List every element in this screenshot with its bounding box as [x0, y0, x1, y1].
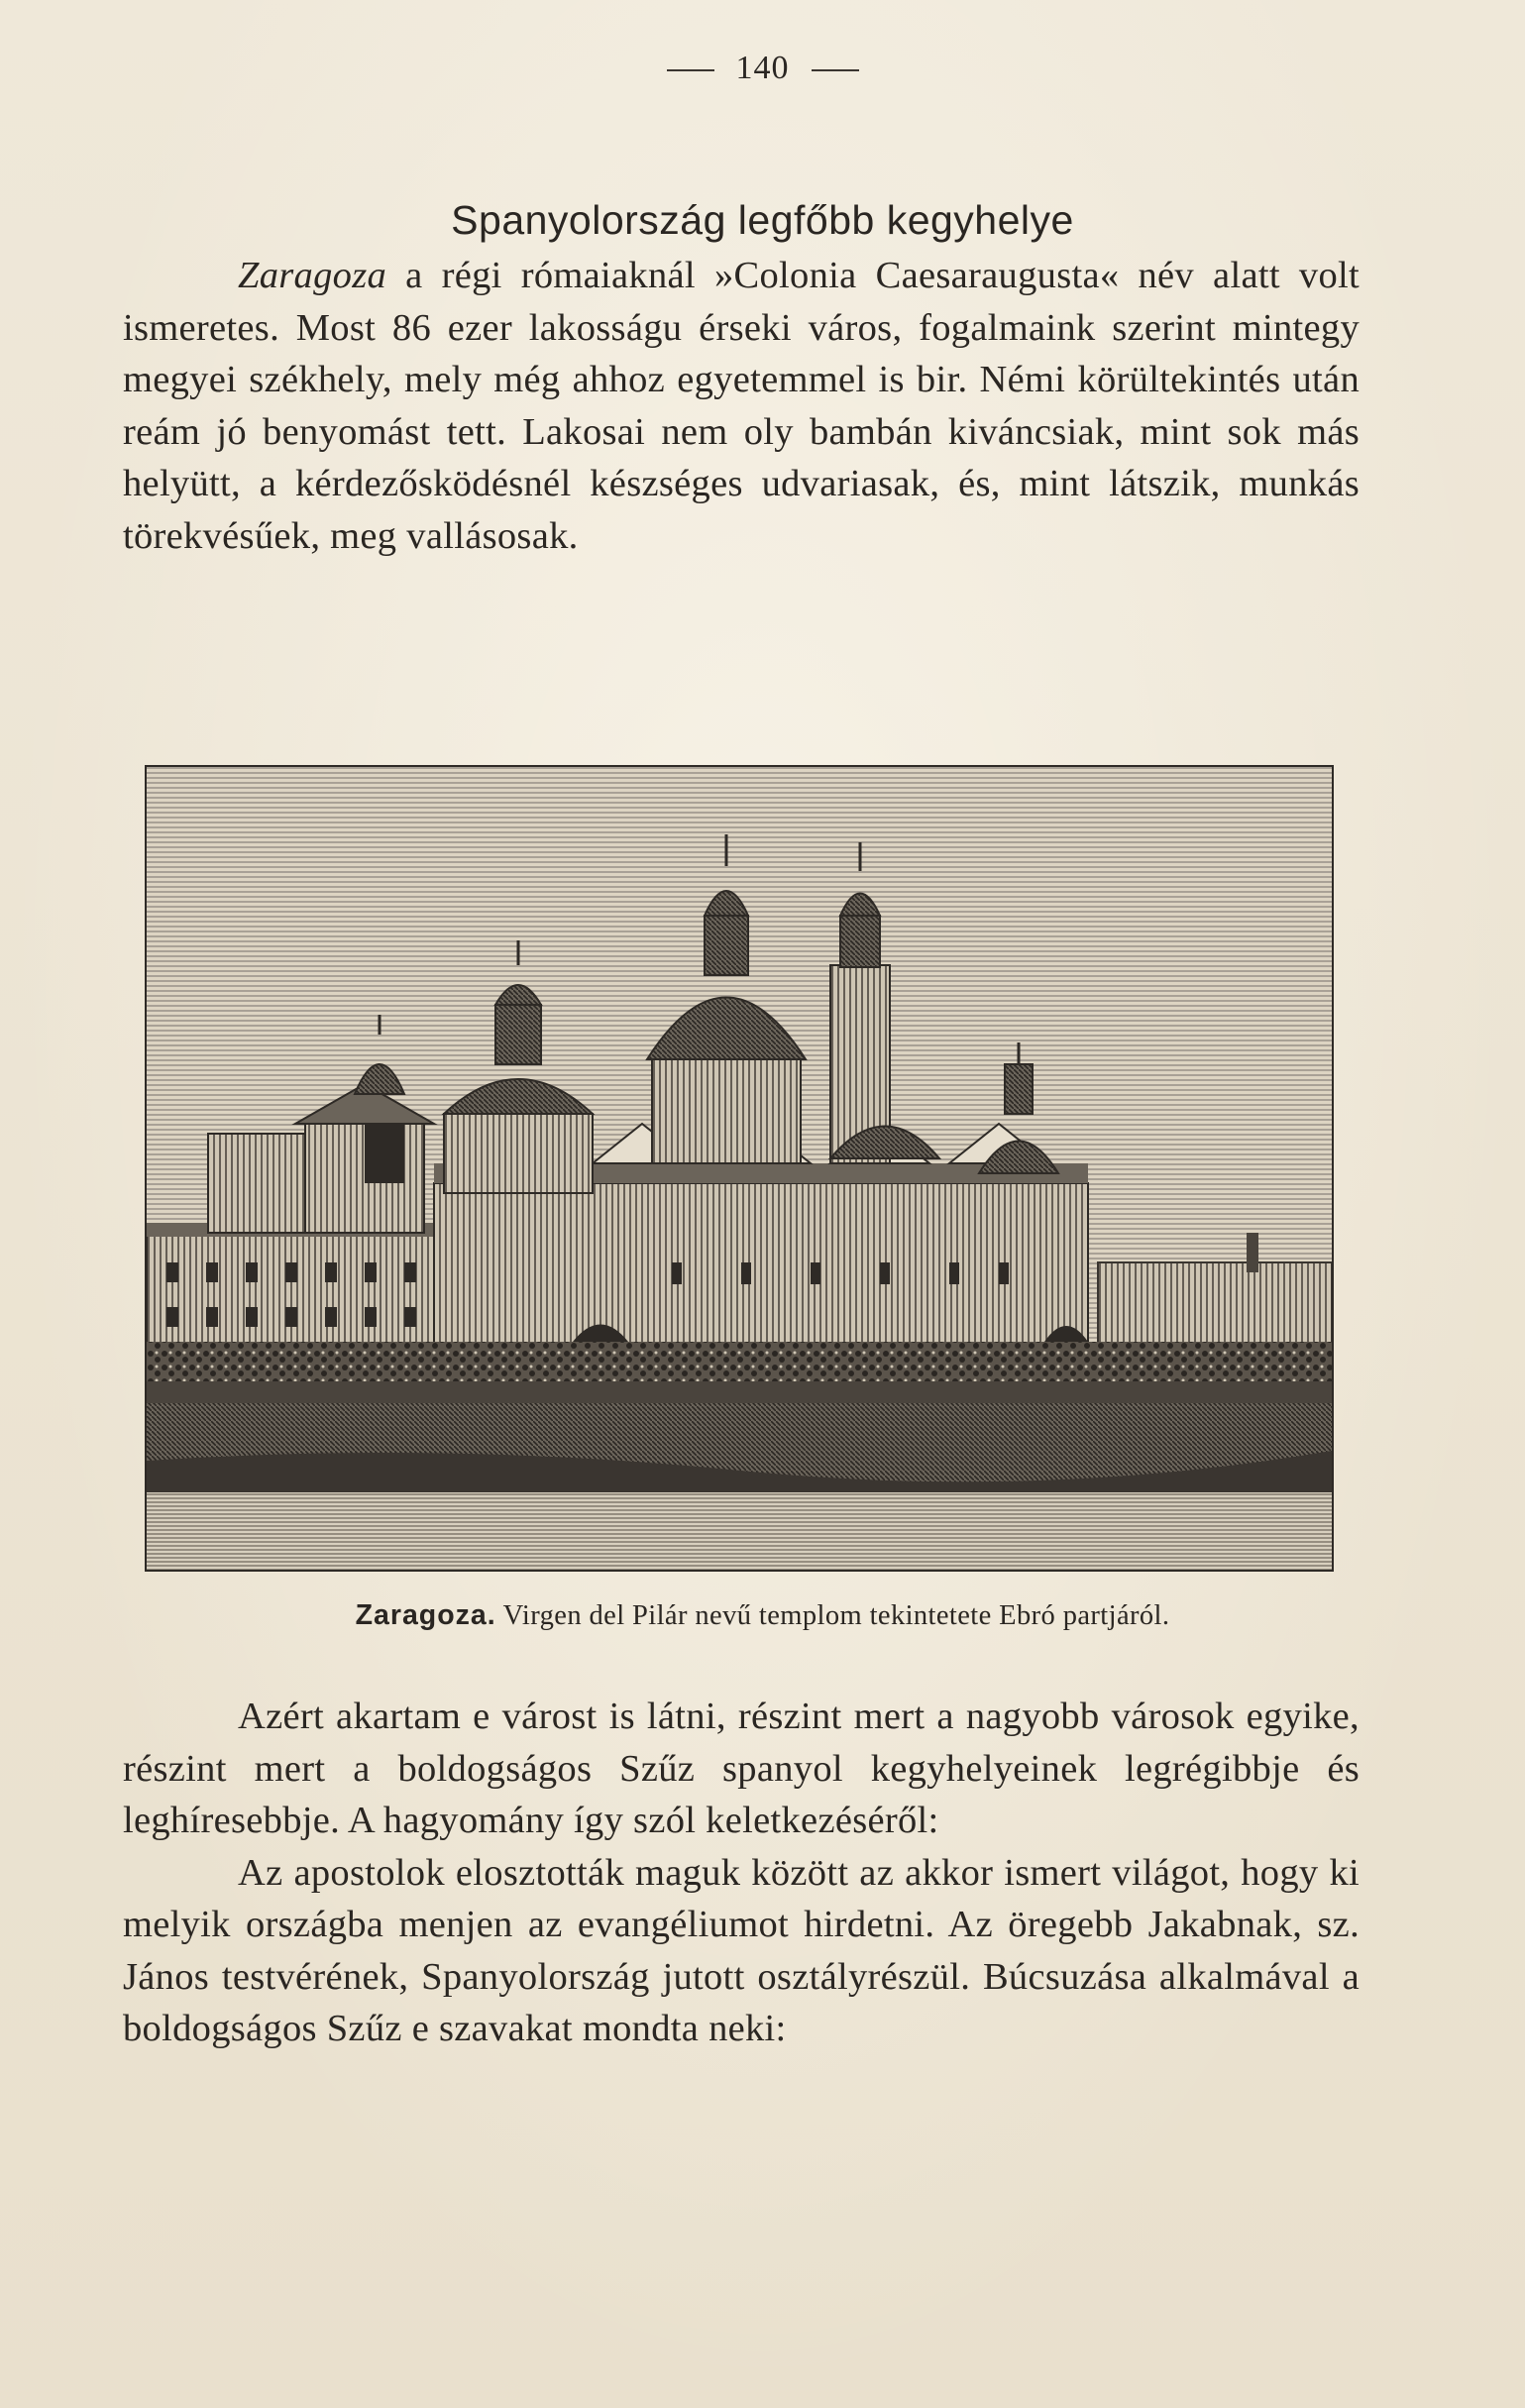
page-header: [0, 50, 1525, 87]
intro-paragraph: [123, 250, 1360, 562]
cathedral-engraving: [147, 767, 1332, 1570]
body-paragraph-1: Azért akartam e várost is látni, részint mert a nagyobb városok egyike, részint mert a boldogságos Szűz spanyol kegyhelyeinek legrégibbje és leghíresebbje. A hagyomány így szól keletkezéséről:: [123, 1696, 1360, 1841]
intro-section: [123, 250, 1360, 562]
right-dash: [812, 69, 859, 71]
body-section: [123, 1691, 1360, 2055]
engraving-illustration: [145, 765, 1334, 1572]
intro-text: a régi rómaiaknál »Colonia Caesaraugusta« név alatt volt ismeretes. Most 86 ezer lakosságu érseki város, fogalmaink szerint mintegy megyei székhely, mely még ahhoz egyetemmel is bir. Némi körültekintés után reám jó benyomást tett. Lakosai nem oly bambán kiváncsiak, mint sok más helyütt, a kérdezősködésnél készséges udvariasak, és, mint látszik, munkás törekvésűek, meg vallásosak.: [123, 255, 1360, 557]
chapter-title: Spanyolország legfőbb kegyhelye: [451, 197, 1074, 244]
intro-city-name: Zaragoza: [238, 255, 387, 296]
figure-caption: [0, 1599, 1525, 1632]
page-number: 140: [735, 50, 790, 86]
caption-text: Virgen del Pilár nevű templom tekintetete Ebró partjáról.: [495, 1600, 1170, 1631]
body-paragraph-2: Az apostolok elosztották maguk között az akkor ismert világot, hogy ki melyik országba menjen az evangéliumot hirdetni. Az öregebb Jakabnak, sz. János testvérének, Spanyolország jutott osztályrészül. Búcsuzása alkalmával a boldogságos Szűz e szavakat mondta neki:: [123, 1851, 1360, 2049]
left-dash: [667, 69, 714, 71]
caption-city: Zaragoza.: [355, 1599, 496, 1631]
